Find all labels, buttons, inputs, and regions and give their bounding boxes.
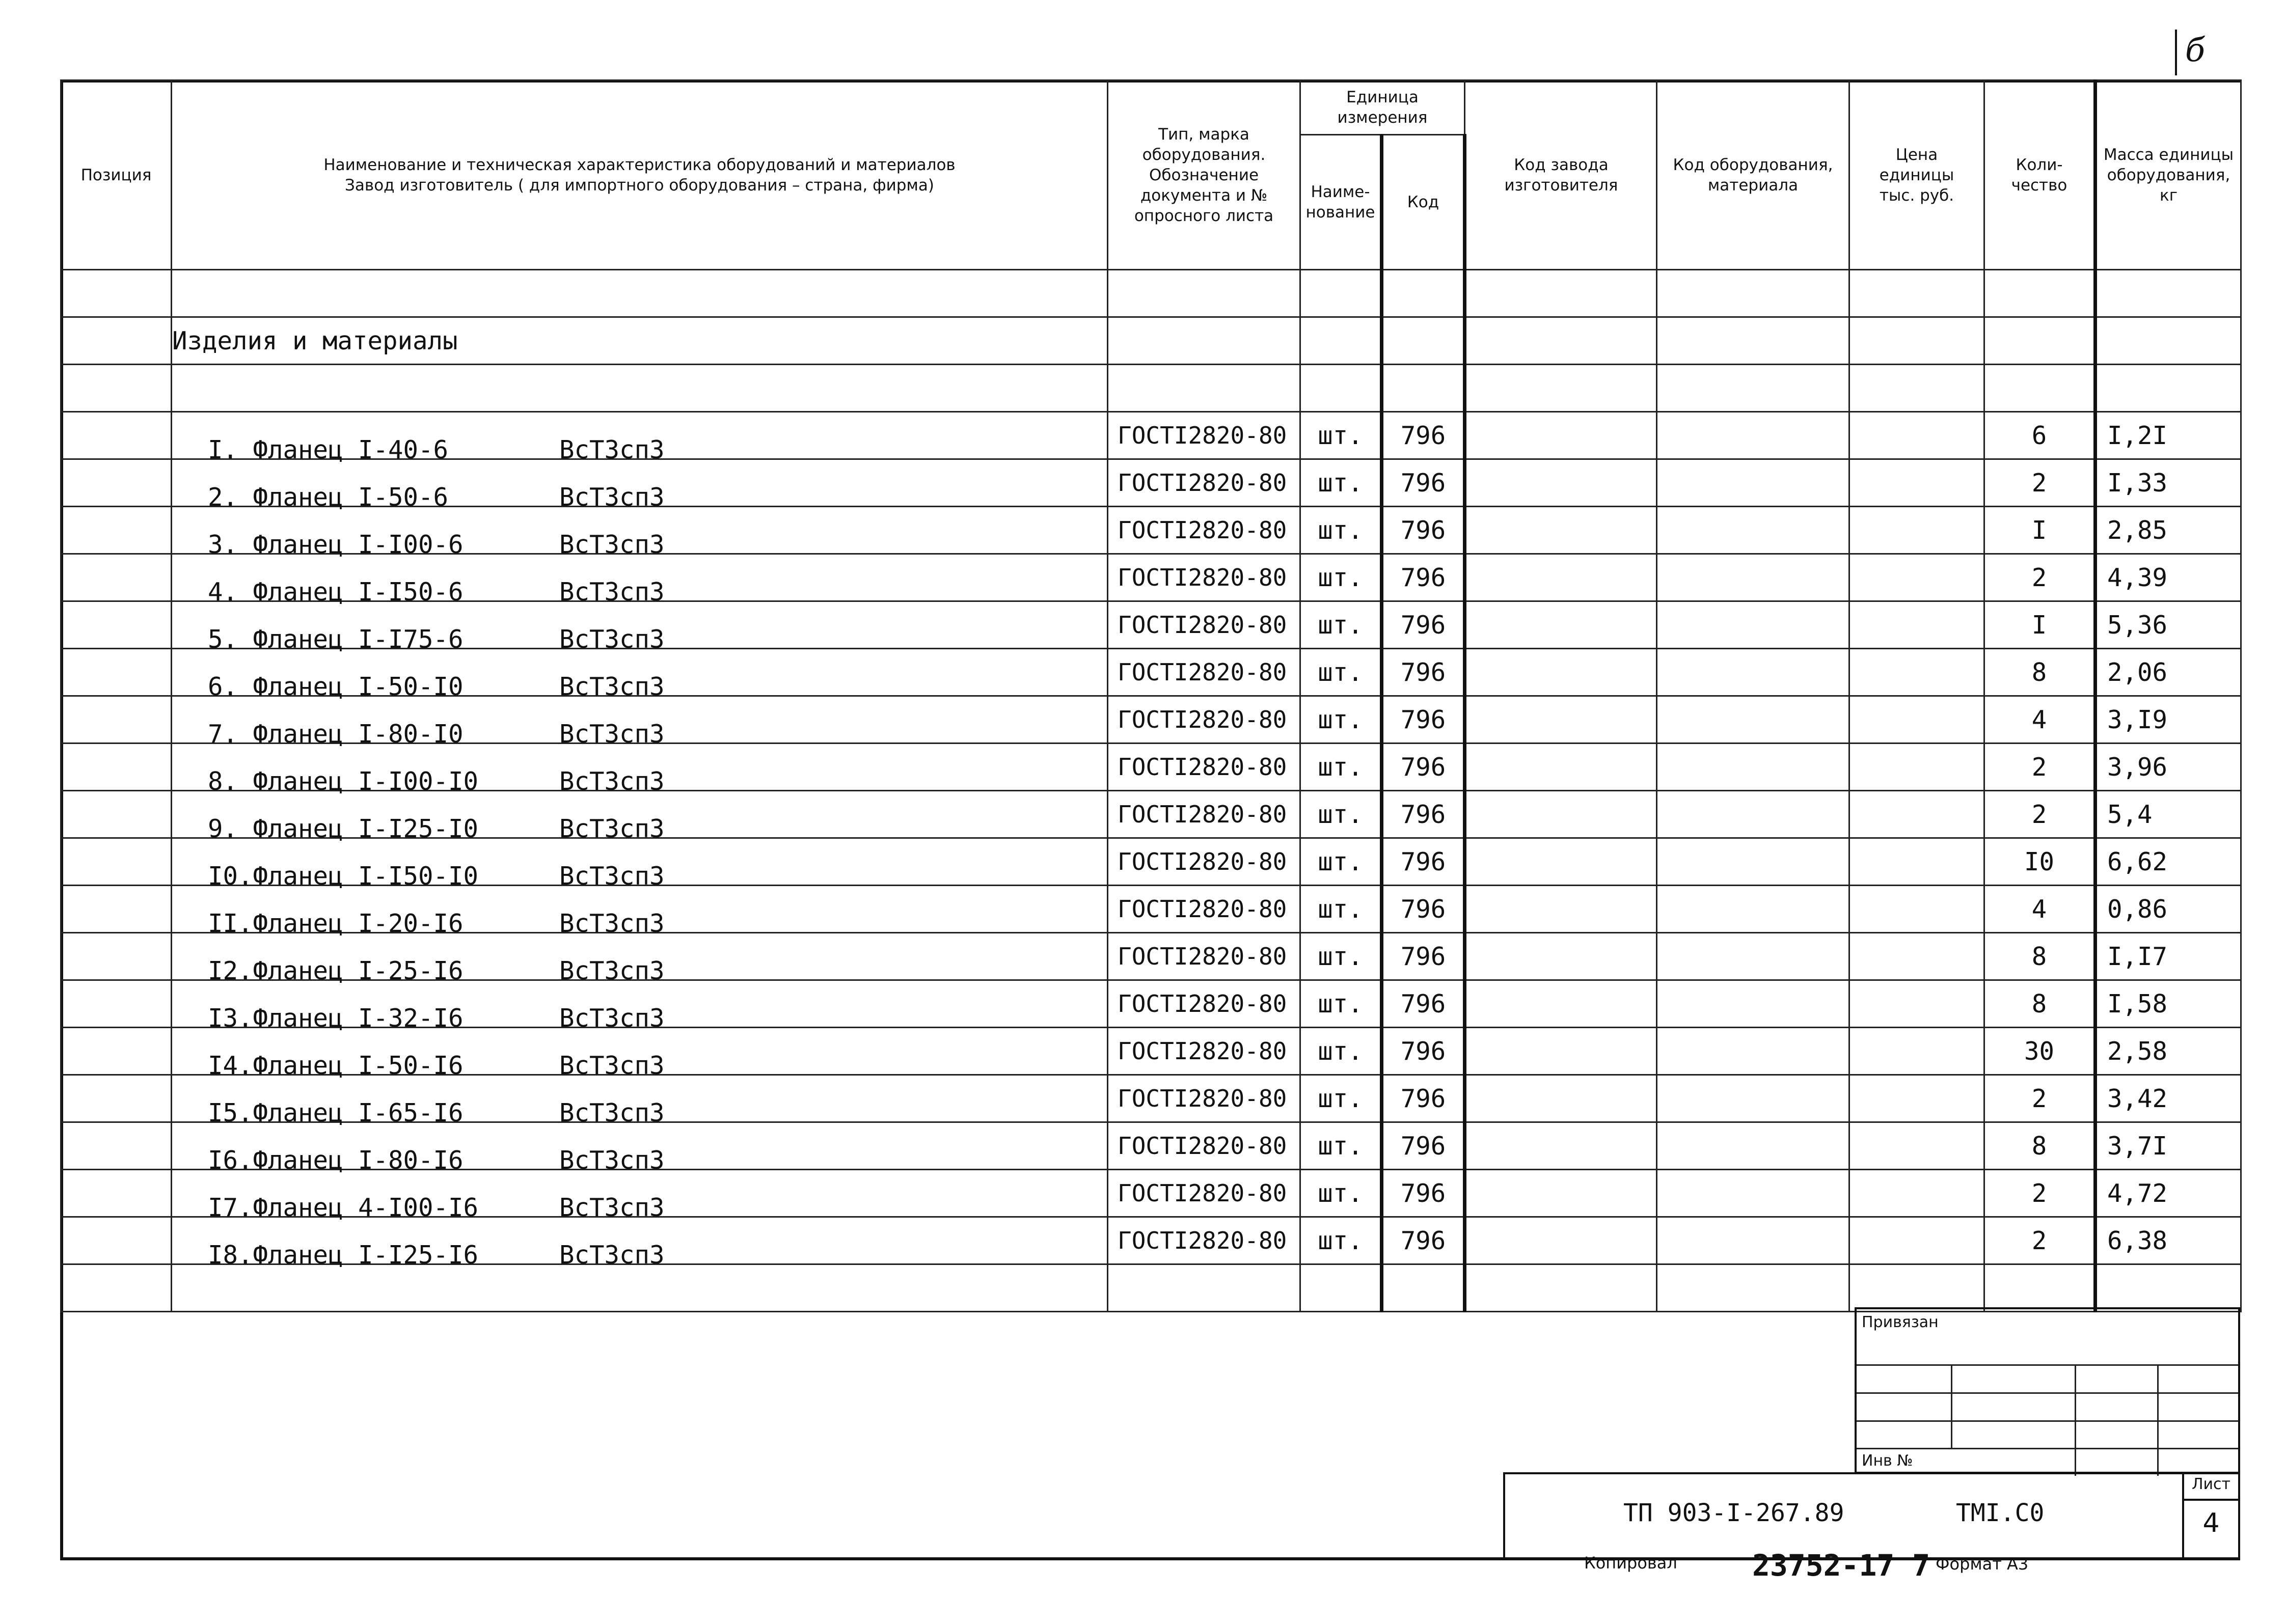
item-name-cell: [172, 980, 1108, 1033]
item-unit: шт.: [1300, 601, 1382, 649]
item-name-cell: [172, 696, 1108, 749]
price-cell: [1849, 744, 1984, 791]
item-name-cell: [172, 649, 1108, 701]
item-quantity: 8: [1984, 1122, 2096, 1170]
item-unit-code: 796: [1382, 1170, 1465, 1217]
item-name-cell: [172, 601, 1108, 654]
equipment-code-cell: [1657, 649, 1849, 696]
section-row: [61, 317, 2241, 365]
table-row: [61, 886, 2241, 933]
table-row: [61, 1028, 2241, 1075]
price-cell: [1849, 791, 1984, 838]
item-quantity: 8: [1984, 933, 2096, 980]
factory-code-cell: [1465, 1217, 1657, 1264]
item-name-cell: [172, 412, 1108, 464]
inventory-label: Инв №: [1862, 1452, 1913, 1470]
equipment-code-cell: [1657, 459, 1849, 507]
copied-label: Копировал: [1584, 1553, 1677, 1573]
item-unit-code: 796: [1382, 601, 1465, 649]
item-mass: 3,7I: [2096, 1122, 2241, 1170]
item-name-cell: [172, 507, 1108, 559]
position-cell: [61, 933, 172, 980]
factory-code-cell: [1465, 459, 1657, 507]
equipment-code-cell: [1657, 1170, 1849, 1217]
position-cell: [61, 1028, 172, 1075]
factory-code-cell: [1465, 933, 1657, 980]
position-cell: [61, 412, 172, 459]
equipment-code-cell: [1657, 554, 1849, 601]
item-mass: I,2I: [2096, 412, 2241, 459]
equipment-code-cell: [1657, 933, 1849, 980]
price-cell: [1849, 459, 1984, 507]
equipment-code-cell: [1657, 744, 1849, 791]
item-mass: 3,96: [2096, 744, 2241, 791]
table-row: [61, 649, 2241, 696]
price-cell: [1849, 412, 1984, 459]
price-cell: [1849, 507, 1984, 554]
item-mass: 6,62: [2096, 838, 2241, 886]
table-row: [61, 696, 2241, 744]
position-cell: [61, 980, 172, 1028]
item-unit-code: 796: [1382, 980, 1465, 1028]
item-name-cell: [172, 1028, 1108, 1080]
item-mass: 2,85: [2096, 507, 2241, 554]
table-row: [61, 933, 2241, 980]
factory-code-cell: [1465, 554, 1657, 601]
bound-label: Привязан: [1862, 1313, 1939, 1331]
position-cell: [61, 791, 172, 838]
item-name: 7. Фланец I-80-I0: [208, 720, 464, 749]
price-cell: [1849, 1217, 1984, 1264]
item-quantity: 2: [1984, 1075, 2096, 1122]
item-name-cell: [172, 554, 1108, 607]
price-cell: [1849, 1028, 1984, 1075]
factory-code-cell: [1465, 507, 1657, 554]
table-row: [61, 838, 2241, 886]
item-material: ВсТ3сп3: [559, 1004, 665, 1033]
equipment-code-cell: [1657, 1028, 1849, 1075]
position-cell: [61, 459, 172, 507]
price-cell: [1849, 933, 1984, 980]
table-row: [61, 601, 2241, 649]
copy-number: 23752-17 7: [1752, 1548, 1930, 1583]
page-mark: б: [2185, 32, 2206, 69]
item-quantity: 8: [1984, 980, 2096, 1028]
item-name: I0.Фланец I-I50-I0: [208, 862, 479, 891]
item-material: ВсТ3сп3: [559, 1193, 665, 1222]
item-gost: ГОСТI2820-80: [1108, 791, 1300, 838]
item-unit-code: 796: [1382, 1122, 1465, 1170]
header-unit-code: Код: [1382, 135, 1465, 270]
item-gost: ГОСТI2820-80: [1108, 1217, 1300, 1264]
item-name-cell: [172, 791, 1108, 843]
item-name-cell: [172, 744, 1108, 796]
item-unit-code: 796: [1382, 696, 1465, 744]
item-name: 9. Фланец I-I25-I0: [208, 814, 479, 843]
item-unit-code: 796: [1382, 1075, 1465, 1122]
specification-table: [60, 79, 2242, 1312]
item-name-cell: [172, 1217, 1108, 1270]
item-material: ВсТ3сп3: [559, 530, 665, 559]
price-cell: [1849, 601, 1984, 649]
price-cell: [1849, 649, 1984, 696]
item-mass: 4,72: [2096, 1170, 2241, 1217]
item-name: I4.Фланец I-50-I6: [208, 1051, 464, 1080]
price-cell: [1849, 1170, 1984, 1217]
item-quantity: 2: [1984, 1170, 2096, 1217]
item-material: ВсТ3сп3: [559, 435, 665, 464]
item-unit: шт.: [1300, 886, 1382, 933]
position-cell: [61, 744, 172, 791]
item-material: ВсТ3сп3: [559, 1241, 665, 1270]
sheet-label: Лист: [2184, 1475, 2238, 1501]
item-gost: ГОСТI2820-80: [1108, 1122, 1300, 1170]
item-material: ВсТ3сп3: [559, 862, 665, 891]
item-unit-code: 796: [1382, 649, 1465, 696]
price-cell: [1849, 696, 1984, 744]
header-factory-code: Код завода изготовителя: [1465, 80, 1657, 270]
item-gost: ГОСТI2820-80: [1108, 1028, 1300, 1075]
item-material: ВсТ3сп3: [559, 672, 665, 701]
position-cell: [61, 601, 172, 649]
factory-code-cell: [1465, 980, 1657, 1028]
equipment-code-cell: [1657, 601, 1849, 649]
item-quantity: I: [1984, 601, 2096, 649]
equipment-code-cell: [1657, 838, 1849, 886]
factory-code-cell: [1465, 412, 1657, 459]
item-gost: ГОСТI2820-80: [1108, 459, 1300, 507]
item-unit-code: 796: [1382, 554, 1465, 601]
item-unit: шт.: [1300, 554, 1382, 601]
header-equipment-code: Код оборудования, материала: [1657, 80, 1849, 270]
table-row: [61, 744, 2241, 791]
item-unit: шт.: [1300, 744, 1382, 791]
item-quantity: 6: [1984, 412, 2096, 459]
item-mass: 3,I9: [2096, 696, 2241, 744]
item-mass: 2,58: [2096, 1028, 2241, 1075]
item-unit: шт.: [1300, 412, 1382, 459]
table-row: [61, 554, 2241, 601]
item-quantity: 4: [1984, 886, 2096, 933]
position-cell: [61, 507, 172, 554]
sheet-box: [2182, 1474, 2238, 1558]
header-mass: Масса единицы оборудования, кг: [2096, 80, 2241, 270]
item-unit: шт.: [1300, 1028, 1382, 1075]
item-quantity: 2: [1984, 1217, 2096, 1264]
item-unit-code: 796: [1382, 507, 1465, 554]
item-unit-code: 796: [1382, 1028, 1465, 1075]
table-row: [61, 412, 2241, 459]
item-mass: I,58: [2096, 980, 2241, 1028]
item-quantity: 2: [1984, 554, 2096, 601]
item-unit-code: 796: [1382, 933, 1465, 980]
item-quantity: 30: [1984, 1028, 2096, 1075]
item-quantity: 2: [1984, 744, 2096, 791]
item-mass: 3,42: [2096, 1075, 2241, 1122]
section-title: Изделия и материалы: [172, 317, 1108, 365]
item-name: I5.Фланец I-65-I6: [208, 1098, 464, 1127]
price-cell: [1849, 838, 1984, 886]
equipment-code-cell: [1657, 886, 1849, 933]
item-gost: ГОСТI2820-80: [1108, 507, 1300, 554]
item-quantity: 2: [1984, 791, 2096, 838]
item-name: 8. Фланец I-I00-I0: [208, 767, 479, 796]
equipment-code-cell: [1657, 1075, 1849, 1122]
page-mark-divider: [2175, 30, 2177, 75]
factory-code-cell: [1465, 791, 1657, 838]
item-mass: 6,38: [2096, 1217, 2241, 1264]
table-row: [61, 1122, 2241, 1170]
header-position: Позиция: [61, 80, 172, 270]
item-unit: шт.: [1300, 1217, 1382, 1264]
position-cell: [61, 838, 172, 886]
item-gost: ГОСТI2820-80: [1108, 933, 1300, 980]
item-unit-code: 796: [1382, 791, 1465, 838]
item-unit: шт.: [1300, 791, 1382, 838]
item-material: ВсТ3сп3: [559, 1146, 665, 1175]
factory-code-cell: [1465, 1122, 1657, 1170]
header-name: Наименование и техническая характеристика оборудований и материалов Завод изготовитель ( для импортного оборудования – страна, фирма): [172, 80, 1108, 270]
factory-code-cell: [1465, 886, 1657, 933]
item-gost: ГОСТI2820-80: [1108, 838, 1300, 886]
item-name-cell: [172, 886, 1108, 938]
item-name: I7.Фланец 4-I00-I6: [208, 1193, 479, 1222]
document-code: ТП 903-I-267.89: [1623, 1499, 1844, 1527]
item-material: ВсТ3сп3: [559, 767, 665, 796]
item-name-cell: [172, 1075, 1108, 1127]
item-name: 5. Фланец I-I75-6: [208, 625, 464, 654]
item-mass: I,I7: [2096, 933, 2241, 980]
item-gost: ГОСТI2820-80: [1108, 696, 1300, 744]
factory-code-cell: [1465, 1075, 1657, 1122]
document-mark: ТМI.С0: [1956, 1499, 2045, 1527]
item-material: ВсТ3сп3: [559, 814, 665, 843]
item-mass: 5,36: [2096, 601, 2241, 649]
item-name: I2.Фланец I-25-I6: [208, 956, 464, 985]
item-quantity: I: [1984, 507, 2096, 554]
item-mass: 4,39: [2096, 554, 2241, 601]
factory-code-cell: [1465, 649, 1657, 696]
factory-code-cell: [1465, 1028, 1657, 1075]
header-type: Тип, марка оборудования. Обозначение документа и № опросного листа: [1108, 80, 1300, 270]
factory-code-cell: [1465, 696, 1657, 744]
position-cell: [61, 649, 172, 696]
equipment-code-cell: [1657, 696, 1849, 744]
item-name: I. Фланец I-40-6: [208, 435, 449, 464]
table-row: [61, 1217, 2241, 1264]
item-material: ВсТ3сп3: [559, 956, 665, 985]
item-gost: ГОСТI2820-80: [1108, 980, 1300, 1028]
table-row: [61, 791, 2241, 838]
item-unit-code: 796: [1382, 412, 1465, 459]
item-gost: ГОСТI2820-80: [1108, 1075, 1300, 1122]
equipment-code-cell: [1657, 412, 1849, 459]
item-material: ВсТ3сп3: [559, 909, 665, 938]
item-unit-code: 796: [1382, 1217, 1465, 1264]
item-material: ВсТ3сп3: [559, 1051, 665, 1080]
item-unit-code: 796: [1382, 886, 1465, 933]
position-cell: [61, 886, 172, 933]
item-unit: шт.: [1300, 1122, 1382, 1170]
table-row: [61, 459, 2241, 507]
item-quantity: 4: [1984, 696, 2096, 744]
item-name: I3.Фланец I-32-I6: [208, 1004, 464, 1033]
header-unit-name: Наиме-нование: [1300, 135, 1382, 270]
item-name: 4. Фланец I-I50-6: [208, 577, 464, 607]
equipment-code-cell: [1657, 980, 1849, 1028]
item-gost: ГОСТI2820-80: [1108, 554, 1300, 601]
position-cell: [61, 1170, 172, 1217]
item-quantity: I0: [1984, 838, 2096, 886]
item-unit-code: 796: [1382, 459, 1465, 507]
price-cell: [1849, 980, 1984, 1028]
item-unit: шт.: [1300, 649, 1382, 696]
item-name: 2. Фланец I-50-6: [208, 483, 449, 512]
item-gost: ГОСТI2820-80: [1108, 886, 1300, 933]
item-gost: ГОСТI2820-80: [1108, 412, 1300, 459]
item-name-cell: [172, 459, 1108, 512]
table-row: [61, 1170, 2241, 1217]
item-name: I6.Фланец I-80-I6: [208, 1146, 464, 1175]
item-material: ВсТ3сп3: [559, 577, 665, 607]
item-unit: шт.: [1300, 459, 1382, 507]
empty-row: [61, 1264, 2241, 1312]
item-unit: шт.: [1300, 1075, 1382, 1122]
item-quantity: 2: [1984, 459, 2096, 507]
position-cell: [61, 554, 172, 601]
item-material: ВсТ3сп3: [559, 720, 665, 749]
equipment-code-cell: [1657, 1122, 1849, 1170]
empty-row: [61, 365, 2241, 412]
item-unit: шт.: [1300, 838, 1382, 886]
item-name: 3. Фланец I-I00-6: [208, 530, 464, 559]
item-mass: 0,86: [2096, 886, 2241, 933]
item-unit-code: 796: [1382, 838, 1465, 886]
item-name-cell: [172, 933, 1108, 985]
factory-code-cell: [1465, 838, 1657, 886]
item-gost: ГОСТI2820-80: [1108, 1170, 1300, 1217]
item-material: ВсТ3сп3: [559, 1098, 665, 1127]
item-name: II.Фланец I-20-I6: [208, 909, 464, 938]
item-mass: 5,4: [2096, 791, 2241, 838]
table-row: [61, 1075, 2241, 1122]
item-name-cell: [172, 1122, 1108, 1175]
equipment-code-cell: [1657, 791, 1849, 838]
header-price: Цена единицы тыс. руб.: [1849, 80, 1984, 270]
item-material: ВсТ3сп3: [559, 625, 665, 654]
table-row: [61, 507, 2241, 554]
item-unit: шт.: [1300, 696, 1382, 744]
title-block: [1503, 1472, 2240, 1560]
header-unit: Единица измерения: [1300, 80, 1465, 135]
item-quantity: 8: [1984, 649, 2096, 696]
binding-stamp: [1855, 1307, 2240, 1474]
item-gost: ГОСТI2820-80: [1108, 744, 1300, 791]
factory-code-cell: [1465, 744, 1657, 791]
item-unit-code: 796: [1382, 744, 1465, 791]
header-quantity: Коли-чество: [1984, 80, 2096, 270]
item-unit: шт.: [1300, 1170, 1382, 1217]
item-gost: ГОСТI2820-80: [1108, 601, 1300, 649]
factory-code-cell: [1465, 601, 1657, 649]
binding-grid: [1857, 1364, 2238, 1476]
item-unit: шт.: [1300, 933, 1382, 980]
format-label: Формат А3: [1936, 1554, 2029, 1574]
factory-code-cell: [1465, 1170, 1657, 1217]
item-name: 6. Фланец I-50-I0: [208, 672, 464, 701]
price-cell: [1849, 554, 1984, 601]
equipment-code-cell: [1657, 1217, 1849, 1264]
position-cell: [61, 696, 172, 744]
item-material: ВсТ3сп3: [559, 483, 665, 512]
item-unit: шт.: [1300, 980, 1382, 1028]
price-cell: [1849, 886, 1984, 933]
item-name-cell: [172, 838, 1108, 891]
equipment-code-cell: [1657, 507, 1849, 554]
price-cell: [1849, 1075, 1984, 1122]
item-name: I8.Фланец I-I25-I6: [208, 1241, 479, 1270]
position-cell: [61, 1122, 172, 1170]
price-cell: [1849, 1122, 1984, 1170]
table-row: [61, 980, 2241, 1028]
item-name-cell: [172, 1170, 1108, 1222]
item-unit: шт.: [1300, 507, 1382, 554]
empty-row: [61, 270, 2241, 317]
sheet-number: 4: [2202, 1508, 2220, 1538]
position-cell: [61, 1075, 172, 1122]
position-cell: [61, 1217, 172, 1264]
item-mass: I,33: [2096, 459, 2241, 507]
item-gost: ГОСТI2820-80: [1108, 649, 1300, 696]
item-mass: 2,06: [2096, 649, 2241, 696]
